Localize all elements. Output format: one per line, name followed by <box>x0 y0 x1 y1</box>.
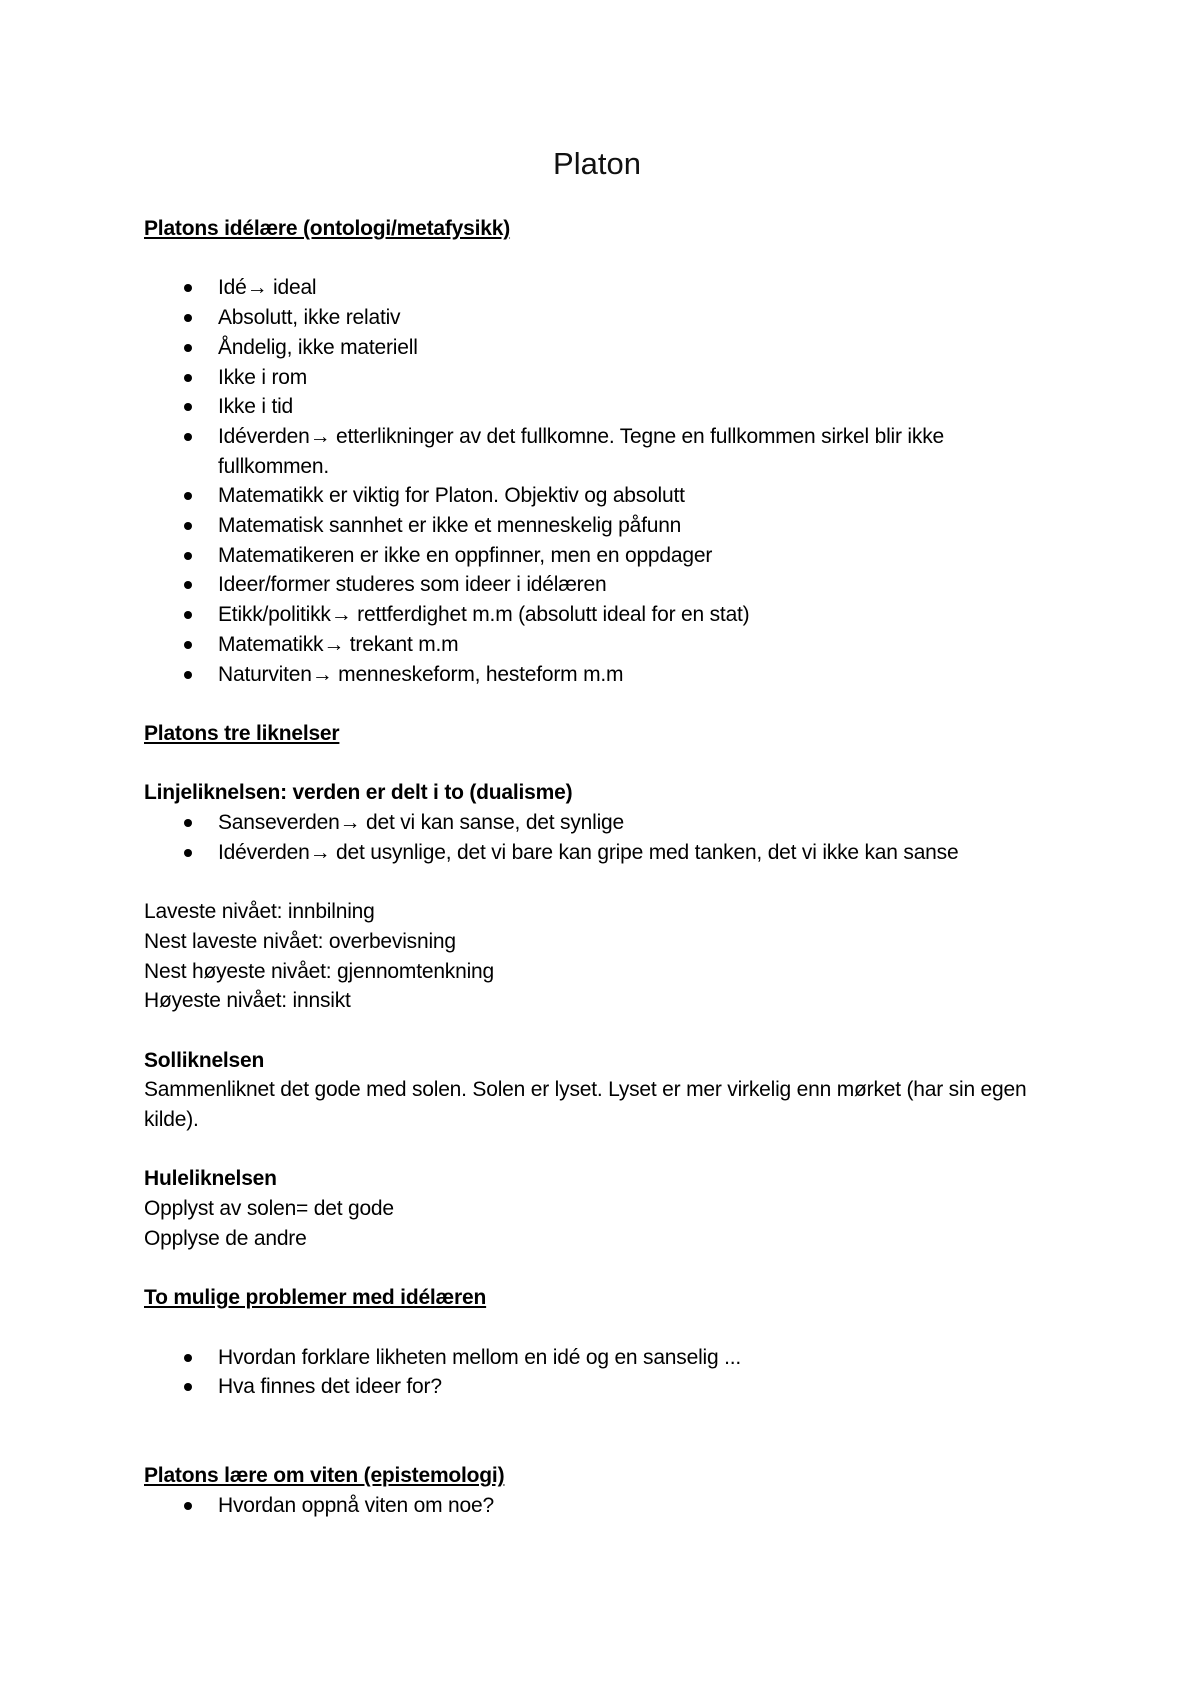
bullet-icon <box>184 552 192 560</box>
list-item: Naturviten→ menneskeform, hesteform m.m <box>144 660 1050 690</box>
level-line: Høyeste nivået: innsikt <box>144 989 351 1013</box>
list-item: Matematikk er viktig for Platon. Objektiv og absolutt <box>144 481 1050 511</box>
level-line: Nest laveste nivået: overbevisning <box>144 929 456 953</box>
list-item: Matematikeren er ikke en oppfinner, men en oppdager <box>144 541 1050 571</box>
level-line: Nest høyeste nivået: gjennomtenkning <box>144 959 495 983</box>
spacer <box>144 689 1050 719</box>
spacer <box>144 749 1050 779</box>
idelaere-bullet-list <box>144 273 1050 689</box>
list-item: Idéverden→ det usynlige, det vi bare kan gripe med tanken, det vi ikke kan sanse <box>144 838 1050 868</box>
huleliknelsen-line: Opplyst av solen= det gode <box>144 1197 394 1221</box>
bullet-icon <box>184 314 192 322</box>
list-item: Hvordan forklare likheten mellom en idé og en sanselig ... <box>144 1343 1050 1373</box>
list-item: Idé→ ideal <box>144 273 1050 303</box>
bullet-icon <box>184 819 192 827</box>
subheading-linjeliknelsen: Linjeliknelsen: verden er delt i to (dualisme) <box>144 781 573 805</box>
subheading-huleliknelsen: Huleliknelsen <box>144 1167 277 1191</box>
list-item: Idéverden→ etterlikninger av det fullkomne. Tegne en fullkommen sirkel blir ikke fullkommen. <box>144 422 1050 481</box>
section-heading-problemer: To mulige problemer med idélæren <box>144 1286 487 1310</box>
list-item: Ideer/former studeres som ideer i idélæren <box>144 570 1050 600</box>
spacer <box>144 1254 1050 1284</box>
bullet-icon <box>184 581 192 589</box>
spacer <box>144 1402 1050 1432</box>
spacer <box>144 1432 1050 1462</box>
bullet-icon <box>184 403 192 411</box>
bullet-icon <box>184 374 192 382</box>
bullet-icon <box>184 284 192 292</box>
section-heading-viten: Platons lære om viten (epistemologi) <box>144 1464 505 1488</box>
list-item: Etikk/politikk→ rettferdighet m.m (absolutt ideal for en stat) <box>144 600 1050 630</box>
section-heading-idelaere: Platons idélære (ontologi/metafysikk) <box>144 217 511 240</box>
list-item: Hvordan oppnå viten om noe? <box>144 1491 1050 1521</box>
list-item: Hva finnes det ideer for? <box>144 1372 1050 1402</box>
problemer-bullet-list <box>144 1343 1050 1402</box>
bullet-icon <box>184 522 192 530</box>
list-item: Absolutt, ikke relativ <box>144 303 1050 333</box>
bullet-icon <box>184 344 192 352</box>
document-title: Platon <box>553 146 641 181</box>
spacer <box>144 1016 1050 1046</box>
bullet-icon <box>184 1502 192 1510</box>
list-item: Sanseverden→ det vi kan sanse, det synlige <box>144 808 1050 838</box>
bullet-icon <box>184 433 192 441</box>
bullet-icon <box>184 611 192 619</box>
spacer <box>144 244 1050 274</box>
bullet-icon <box>184 641 192 649</box>
bullet-icon <box>184 849 192 857</box>
solliknelsen-text: Sammenliknet det gode med solen. Solen er lyset. Lyset er mer virkelig enn mørket (har sin egen kilde). <box>144 1078 1027 1132</box>
subheading-solliknelsen: Solliknelsen <box>144 1048 265 1072</box>
huleliknelsen-line: Opplyse de andre <box>144 1226 307 1250</box>
list-item: Ikke i rom <box>144 363 1050 393</box>
bullet-icon <box>184 1354 192 1362</box>
bullet-icon <box>184 671 192 679</box>
list-item: Matematisk sannhet er ikke et menneskelig påfunn <box>144 511 1050 541</box>
section-heading-liknelser: Platons tre liknelser <box>144 721 340 745</box>
bullet-icon <box>184 492 192 500</box>
list-item: Åndelig, ikke materiell <box>144 333 1050 363</box>
linjeliknelsen-bullet-list <box>144 808 1050 867</box>
spacer <box>144 867 1050 897</box>
level-line: Laveste nivået: innbilning <box>144 900 375 924</box>
spacer <box>144 1313 1050 1343</box>
list-item: Matematikk→ trekant m.m <box>144 630 1050 660</box>
spacer <box>144 1135 1050 1165</box>
list-item: Ikke i tid <box>144 392 1050 422</box>
viten-bullet-list <box>144 1491 1050 1521</box>
bullet-icon <box>184 1383 192 1391</box>
